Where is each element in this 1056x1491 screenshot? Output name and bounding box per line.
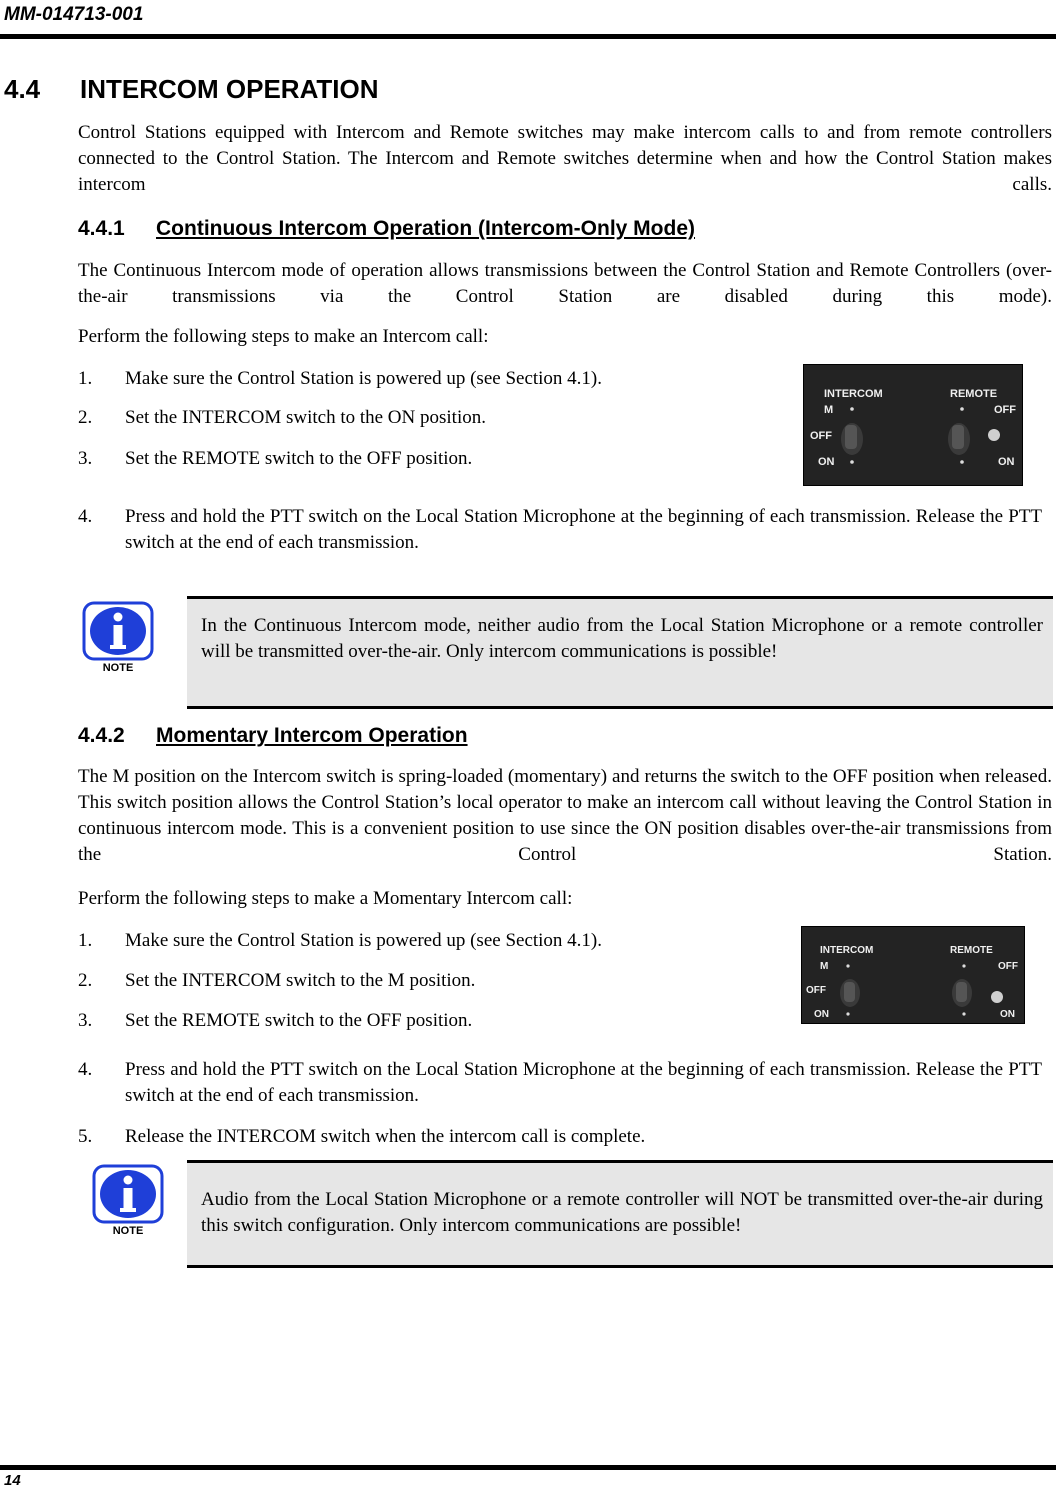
note-icon: [82, 601, 154, 673]
svg-text:OFF: OFF: [994, 404, 1016, 416]
svg-text:INTERCOM: INTERCOM: [820, 945, 874, 956]
svg-text:M: M: [820, 961, 829, 972]
panel-intercom-label: INTERCOM: [824, 388, 883, 400]
page-number: 14: [4, 1472, 21, 1489]
svg-text:M: M: [824, 404, 834, 416]
section-heading: [4, 74, 379, 105]
note-box: [187, 1160, 1053, 1268]
section-number: 4.4: [4, 74, 41, 104]
note-text: Audio from the Local Station Microphone or a remote controller will NOT be transmitted over-the-air during this switch configuration. Only intercom communications are possible!: [201, 1189, 1043, 1236]
steps-lead: Perform the following steps to make a Momentary Intercom call:: [78, 888, 573, 909]
svg-text:OFF: OFF: [998, 961, 1018, 972]
switch-panel-photo: [803, 364, 1023, 486]
subsection-number: 4.4.2: [78, 724, 125, 747]
continuous-paragraph: The Continuous Intercom mode of operation allows transmissions between the Control Station and Remote Controllers (over-the-air transmissions via the Control Station are disabled during this mode).: [78, 260, 1052, 307]
switch-panel-photo: [801, 926, 1025, 1024]
subsection-title: Momentary Intercom Operation: [156, 724, 468, 747]
momentary-paragraph: The M position on the Intercom switch is spring-loaded (momentary) and returns the switch to the OFF position when released. This switch position allows the Control Station’s local operator to make an intercom call without leaving the Control Station in continuous intercom mode. This is a convenient position to use since the ON position disables over-the-air transmissions from the Control Station.: [78, 766, 1052, 865]
steps-lead: Perform the following steps to make an Intercom call:: [78, 326, 489, 347]
subsection-number: 4.4.1: [78, 217, 125, 240]
svg-text:REMOTE: REMOTE: [950, 945, 993, 956]
section-title: INTERCOM OPERATION: [80, 74, 379, 104]
svg-text:ON: ON: [1000, 1009, 1015, 1020]
svg-text:NOTE: NOTE: [102, 662, 134, 673]
subsection-heading-441: [78, 217, 695, 241]
subsection-heading-442: [78, 724, 468, 748]
footer-rule: [0, 1465, 1056, 1470]
document-id: MM-014713-001: [4, 4, 144, 25]
header-rule: [0, 34, 1056, 39]
svg-text:ON: ON: [818, 456, 835, 468]
note-text: In the Continuous Intercom mode, neither audio from the Local Station Microphone or a remote controller will be transmitted over-the-air. Only intercom communications is possible!: [201, 615, 1043, 662]
svg-text:OFF: OFF: [806, 985, 826, 996]
svg-text:OFF: OFF: [810, 430, 832, 442]
svg-text:ON: ON: [814, 1009, 829, 1020]
svg-text:NOTE: NOTE: [112, 1225, 144, 1236]
subsection-title: Continuous Intercom Operation (Intercom-Only Mode): [156, 217, 696, 240]
intro-paragraph: Control Stations equipped with Intercom and Remote switches may make intercom calls to and from remote controllers connected to the Control Station. The Intercom and Remote switches determine when and how the Control Station makes intercom calls.: [78, 122, 1052, 195]
svg-text:ON: ON: [998, 456, 1015, 468]
note-box: [187, 596, 1053, 709]
note-icon: [92, 1164, 164, 1236]
panel-remote-label: REMOTE: [950, 388, 998, 400]
